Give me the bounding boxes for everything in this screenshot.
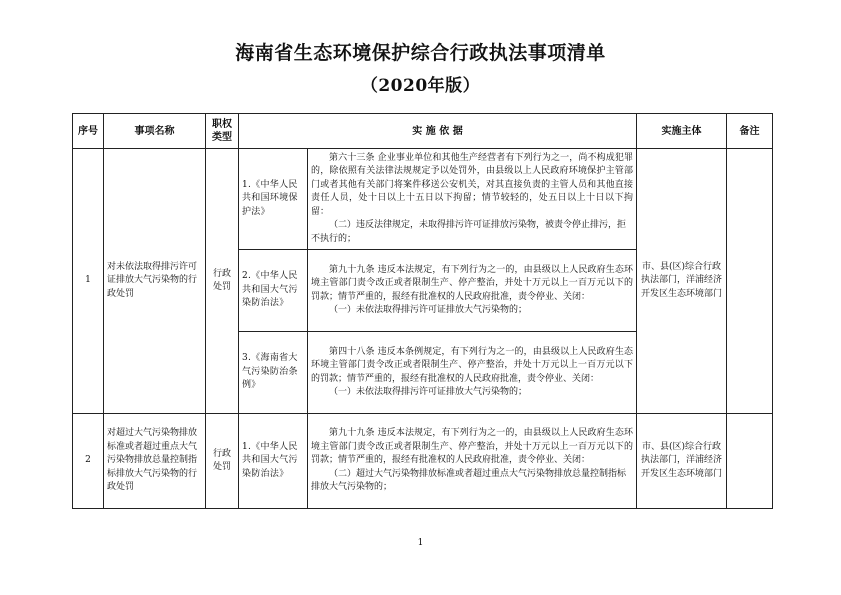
header-remark: 备注 (727, 114, 773, 149)
row-item-name: 对超过大气污染物排放标准或者超过重点大气污染物排放总量控制指标排放大气污染物的行政处罚 (104, 414, 206, 509)
row-remark (727, 149, 773, 414)
basis-text-cell (308, 250, 637, 332)
header-item: 事项名称 (104, 114, 206, 149)
document-subtitle: （2020年版） (360, 76, 481, 96)
header-basis: 实 施 依 据 (239, 114, 637, 149)
basis-law: 1.《中华人民共和国大气污染防治法》 (239, 414, 308, 509)
table-header-row (73, 114, 773, 149)
basis-article: 第九十九条 违反本法规定，有下列行为之一的，由县级以上人民政府生态环境主管部门责令改正或者限制生产、停产整治，并处十万元以上一百万元以下的罚款；情节严重的，报经有批准权的人民政府批准，责令停业、关闭： (311, 264, 634, 302)
header-seq: 序号 (73, 114, 104, 149)
basis-law: 3.《海南省大气污染防治条例》 (239, 332, 308, 414)
basis-clause: （一）未依法取得排污许可证排放大气污染物的； (329, 386, 528, 397)
enforcement-table (72, 113, 773, 509)
basis-clause: （二）超过大气污染物排放标准或者超过重点大气污染物排放总量控制指标排放大气污染物的； (311, 468, 627, 493)
row-seq: 1 (73, 149, 104, 414)
row-type: 行政处罚 (206, 149, 239, 414)
row-seq: 2 (73, 414, 104, 509)
basis-law: 1.《中华人民共和国环境保护法》 (239, 149, 308, 250)
basis-text-cell (308, 332, 637, 414)
basis-text-cell (308, 149, 637, 250)
basis-article: 第四十八条 违反本条例规定，有下列行为之一的，由县级以上人民政府生态环境主管部门责令改正或者限制生产、停产整治，并处十万元以上一百万元以下的罚款；情节严重的，报经有批准权的人民政府批准，责令停业、关闭： (311, 346, 634, 384)
row-type: 行政处罚 (206, 414, 239, 509)
basis-clause: （二）违反法律规定，未取得排污许可证排放污染物，被责令停止排污，拒不执行的； (311, 220, 627, 244)
header-subject: 实施主体 (637, 114, 727, 149)
table-row (73, 149, 773, 250)
row-remark (727, 414, 773, 509)
basis-law: 2.《中华人民共和国大气污染防治法》 (239, 250, 308, 332)
row-item-name: 对未依法取得排污许可证排放大气污染物的行政处罚 (104, 149, 206, 414)
basis-clause: （一）未依法取得排污许可证排放大气污染物的； (329, 304, 528, 315)
basis-text-cell (308, 414, 637, 509)
document-title: 海南省生态环境保护综合行政执法事项清单 (235, 42, 606, 64)
header-type: 职权类型 (206, 114, 239, 149)
row-subject: 市、县(区)综合行政执法部门，洋浦经济开发区生态环境部门 (637, 149, 727, 414)
row-subject: 市、县(区)综合行政执法部门，洋浦经济开发区生态环境部门 (637, 414, 727, 509)
table-row (73, 414, 773, 509)
page-number: 1 (417, 538, 424, 548)
basis-article: 第六十三条 企业事业单位和其他生产经营者有下列行为之一，尚不构成犯罪的，除依照有关法律法规规定予以处罚外，由县级以上人民政府环境保护主管部门或者其他有关部门将案件移送公安机关，对其直接负责的主管人员和其他直接责任人员，处十日以上十五日以下拘留；情节较轻的，处五日以上十日以下拘留： (311, 153, 634, 217)
basis-article: 第九十九条 违反本法规定，有下列行为之一的，由县级以上人民政府生态环境主管部门责令改正或者限制生产、停产整治，并处十万元以上一百万元以下的罚款；情节严重的，报经有批准权的人民政府批准，责令停业、关闭： (311, 428, 634, 466)
